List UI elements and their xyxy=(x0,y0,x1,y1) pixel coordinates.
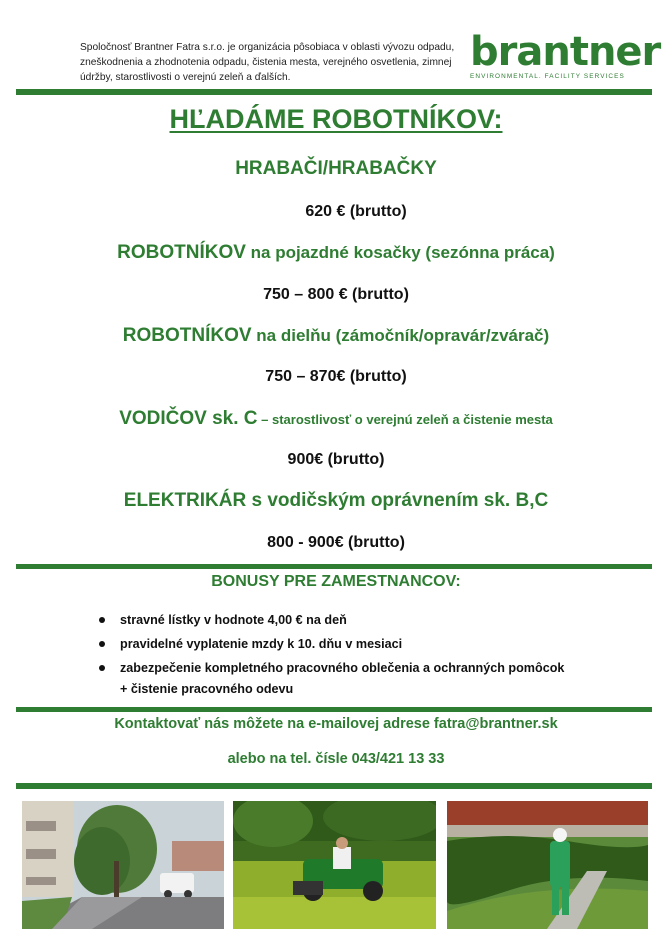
hedge-trimming-photo xyxy=(447,801,648,929)
logo-tagline: ENVIRONMENTAL. FACILITY SERVICES xyxy=(470,73,625,80)
header-divider xyxy=(16,89,652,95)
company-description: Spoločnosť Brantner Fatra s.r.o. je organizácia pôsobiaca v oblasti vývozu odpadu, zneškodnenia a zhodnotenia odpadu, čistenia mesta, verejného osvetlenia, zimnej údržby, starostlivosti o verejnú zeleň a ďalších. xyxy=(80,42,455,83)
brantner-logo xyxy=(470,29,661,84)
bonus-item: zabezpečenie kompletného pracovného oblečenia a ochranných pomôcok + čistenie pracovného odevu xyxy=(98,658,568,700)
street-cleaning-photo xyxy=(22,801,224,929)
riding-mower-photo xyxy=(233,801,436,929)
contact-email: Kontaktovať nás môžete na e-mailovej adrese fatra@brantner.sk xyxy=(114,716,558,732)
job-salary-4: 900€ (brutto) xyxy=(287,451,385,468)
contact-phone: alebo na tel. čísle 043/421 13 33 xyxy=(227,751,445,767)
logo-wordmark: brantner xyxy=(470,29,661,75)
job-title-5 xyxy=(0,490,672,512)
job-salary-5: 800 - 900€ (brutto) xyxy=(267,534,405,551)
job-salary-1: 620 € (brutto) xyxy=(305,203,407,220)
job-title-main: ELEKTRIKÁR s vodičským oprávnením sk. B,C xyxy=(123,490,549,511)
job-title-1 xyxy=(0,158,672,180)
job-title-main: VODIČOV sk. C xyxy=(119,408,258,429)
bonus-list xyxy=(98,610,568,703)
job-title-3 xyxy=(0,325,672,347)
job-title-main: ROBOTNÍKOV xyxy=(122,325,252,346)
job-salary-2: 750 – 800 € (brutto) xyxy=(263,286,409,303)
bonus-item: pravidelné vyplatenie mzdy k 10. dňu v mesiaci xyxy=(98,634,568,655)
job-title-main: ROBOTNÍKOV xyxy=(117,242,246,263)
bonus-divider xyxy=(16,707,652,712)
job-title-detail: – starostlivosť o verejnú zeleň a čistenie mesta xyxy=(257,412,553,427)
job-salary-3: 750 – 870€ (brutto) xyxy=(265,368,407,385)
bonus-item: stravné lístky v hodnote 4,00 € na deň xyxy=(98,610,568,631)
bonus-title: BONUSY PRE ZAMESTNANCOV: xyxy=(211,573,461,590)
job-title-detail: na dielňu (zámočník/opravár/zvárač) xyxy=(251,326,550,345)
job-title-detail: na pojazdné kosačky (sezónna práca) xyxy=(245,243,555,262)
job-title-4 xyxy=(0,408,672,430)
page-title: HĽADÁME ROBOTNÍKOV: xyxy=(169,104,503,134)
jobs-divider xyxy=(16,564,652,569)
job-title-2 xyxy=(0,242,672,264)
job-title-main: HRABAČI/HRABAČKY xyxy=(235,158,437,179)
contact-divider xyxy=(16,783,652,789)
